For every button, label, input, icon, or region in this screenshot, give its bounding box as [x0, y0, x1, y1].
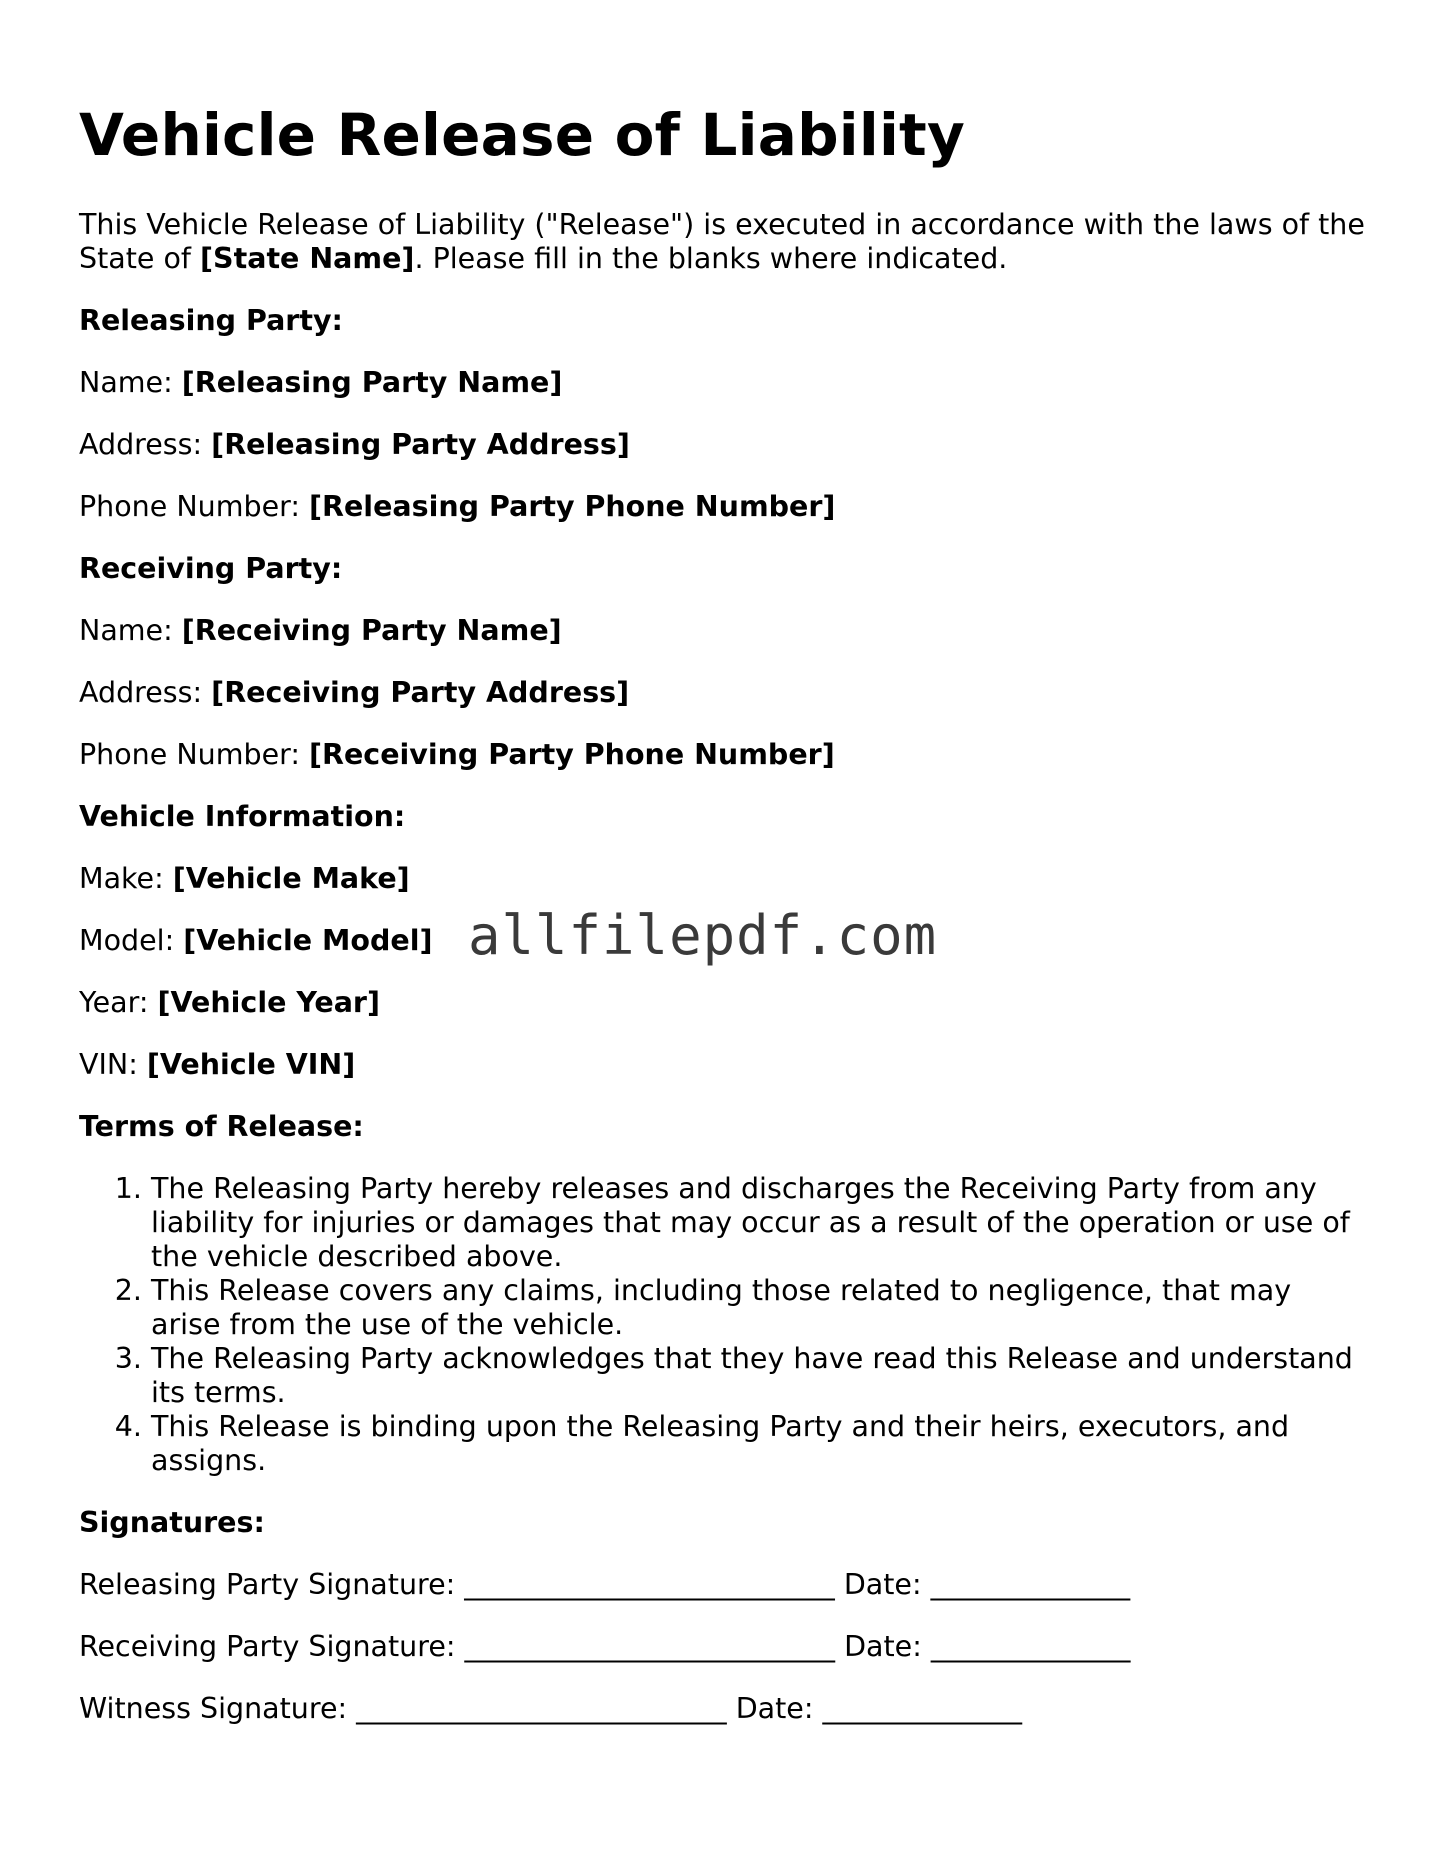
vehicle-vin-label: VIN: — [79, 1048, 147, 1081]
vehicle-year-label: Year: — [79, 986, 158, 1019]
vehicle-model-label: Model: — [79, 924, 184, 957]
releasing-address-label: Address: — [79, 428, 212, 461]
receiving-party-heading-text: Receiving Party: — [79, 552, 343, 585]
receiving-party-address-line — [79, 676, 1369, 710]
receiving-phone-placeholder: [Receiving Party Phone Number] — [309, 738, 835, 771]
terms-heading-text: Terms of Release: — [79, 1110, 364, 1143]
vehicle-vin-placeholder: [Vehicle VIN] — [146, 1048, 356, 1081]
vehicle-vin-line — [79, 1048, 1369, 1082]
signatures-heading-text: Signatures: — [79, 1506, 265, 1539]
vehicle-info-heading — [79, 800, 1369, 834]
receiving-address-placeholder: [Receiving Party Address] — [211, 676, 630, 709]
intro-text-before: This Vehicle Release of Liability ("Release") is executed in accordance with the laws of the State of — [79, 208, 1365, 275]
watermark: allfilepdf.com — [468, 904, 938, 967]
vehicle-make-line — [79, 862, 1369, 896]
terms-item: 4. This Release is binding upon the Releasing Party and their heirs, executors, and assigns. — [151, 1410, 1369, 1478]
releasing-party-heading — [79, 304, 1369, 338]
terms-item: 1. The Releasing Party hereby releases and discharges the Receiving Party from any liability for injuries or damages that may occur as a result of the operation or use of the vehicle described above. — [151, 1172, 1369, 1274]
state-name-placeholder: [State Name] — [200, 242, 415, 275]
vehicle-make-placeholder: [Vehicle Make] — [172, 862, 410, 895]
receiving-party-phone-line — [79, 738, 1369, 772]
releasing-address-placeholder: [Releasing Party Address] — [211, 428, 630, 461]
vehicle-make-label: Make: — [79, 862, 173, 895]
vehicle-year-line — [79, 986, 1369, 1020]
vehicle-info-heading-text: Vehicle Information: — [79, 800, 406, 833]
intro-paragraph — [79, 208, 1369, 276]
releasing-signature-line: Releasing Party Signature: __________________________ Date: ______________ — [79, 1568, 1131, 1601]
receiving-party-name-line — [79, 614, 1369, 648]
vehicle-model-placeholder: [Vehicle Model] — [183, 924, 433, 957]
receiving-name-label: Name: — [79, 614, 182, 647]
signatures-heading — [79, 1506, 1369, 1540]
receiving-party-heading — [79, 552, 1369, 586]
receiving-signature-line: Receiving Party Signature: __________________________ Date: ______________ — [79, 1630, 1131, 1663]
terms-item: 3. The Releasing Party acknowledges that they have read this Release and understand its terms. — [151, 1342, 1369, 1410]
releasing-phone-label: Phone Number: — [79, 490, 309, 523]
receiving-name-placeholder: [Receiving Party Name] — [181, 614, 562, 647]
releasing-party-name-line — [79, 366, 1369, 400]
terms-heading — [79, 1110, 1369, 1144]
receiving-phone-label: Phone Number: — [79, 738, 309, 771]
releasing-party-phone-line — [79, 490, 1369, 524]
terms-list — [79, 1172, 1369, 1478]
document-title: Vehicle Release of Liability — [79, 101, 965, 169]
releasing-name-label: Name: — [79, 366, 182, 399]
receiving-address-label: Address: — [79, 676, 212, 709]
intro-text-after: . Please fill in the blanks where indicated. — [414, 242, 1008, 275]
releasing-party-heading-text: Releasing Party: — [79, 304, 343, 337]
witness-signature-line: Witness Signature: __________________________ Date: ______________ — [79, 1692, 1022, 1725]
releasing-phone-placeholder: [Releasing Party Phone Number] — [309, 490, 836, 523]
releasing-name-placeholder: [Releasing Party Name] — [181, 366, 563, 399]
terms-item: 2. This Release covers any claims, including those related to negligence, that may arise from the use of the vehicle. — [151, 1274, 1369, 1342]
releasing-party-address-line — [79, 428, 1369, 462]
vehicle-year-placeholder: [Vehicle Year] — [157, 986, 381, 1019]
